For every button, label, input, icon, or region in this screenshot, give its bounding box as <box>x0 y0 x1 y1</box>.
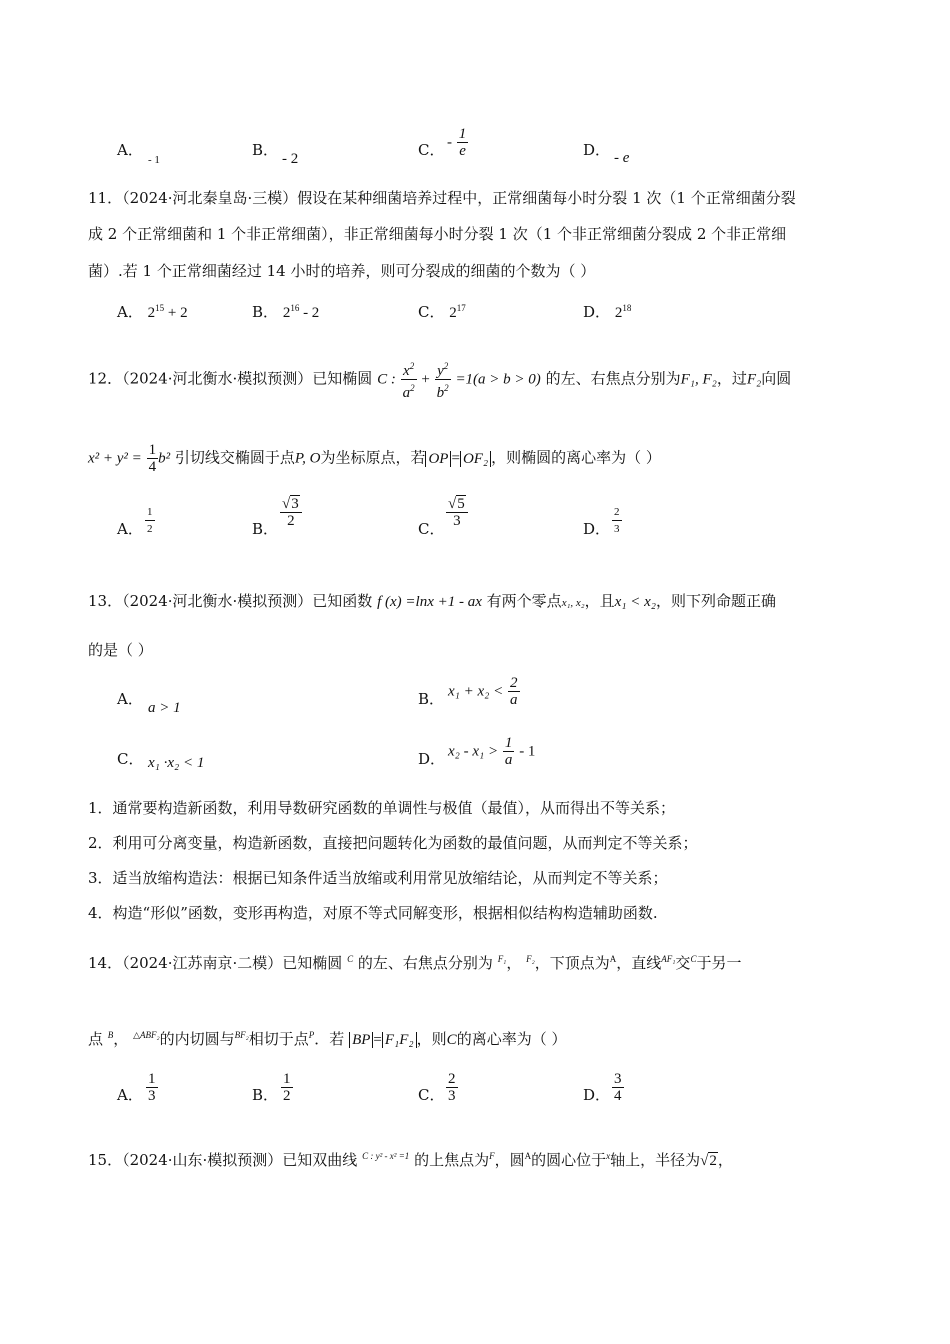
q10-option-c-value: - $\frac{1}{e}$ <box>447 126 467 159</box>
q12-option-d[interactable]: D． <box>583 520 611 538</box>
q10-option-a[interactable]: A． <box>117 141 143 159</box>
q14-option-b-value: $\frac{1}{2}$ <box>283 1071 291 1104</box>
q10-option-d[interactable]: D． <box>583 141 611 159</box>
q12-line-2: x² + y² = $\frac{1}{4}$ b² 引切线交椭圆于点P, O为坐标原点，若 OP = OF₂ ，则椭圆的离心率为（ ） <box>88 442 661 475</box>
q12-option-b-value: $\frac{√3}{2}$ <box>280 496 302 529</box>
q12-option-d-value: $\frac{2}{3}$ <box>614 506 620 535</box>
q14-option-c[interactable]: C． <box>418 1086 445 1104</box>
q14-option-a-value: $\frac{1}{3}$ <box>148 1071 156 1104</box>
q13-option-d[interactable]: D． <box>418 750 446 768</box>
q13-option-a-value: a > 1 <box>148 700 181 716</box>
q13-option-a[interactable]: A． <box>117 690 143 708</box>
q12-option-c[interactable]: C． <box>418 520 445 538</box>
q14-option-a[interactable]: A． <box>117 1086 143 1104</box>
note-3: 3．适当放缩构造法：根据已知条件适当放缩或利用常见放缩结论，从而判定不等关系； <box>88 869 668 887</box>
q10-option-d-value: - e <box>614 150 630 166</box>
q11-line-1: 11．（2024·河北秦皇岛·三模）假设在某种细菌培养过程中，正常细菌每小时分裂 1 次（1 个正常细菌分裂 <box>88 189 796 207</box>
note-2: 2．利用可分离变量，构造新函数，直接把问题转化为函数的最值问题，从而判定不等关系； <box>88 834 698 852</box>
q14-option-b[interactable]: B． <box>252 1086 279 1104</box>
q11-option-d[interactable]: D． $2^{18}$ <box>583 303 632 321</box>
q12-line-1: 12．（2024·河北衡水·模拟预测）已知椭圆 C : $\frac{x^2}{a^2}$ + $\frac{y^2}{b^2}$ =1(a > b > 0) 的左、右焦点分别为F₁, F₂，过F₂向圆 <box>88 358 791 401</box>
q12-option-a[interactable]: A． <box>117 520 143 538</box>
q12-option-b[interactable]: B． <box>252 520 279 538</box>
note-4: 4．构造“形似”函数，变形再构造，对原不等式同解变形，根据相似结构构造辅助函数. <box>88 904 658 922</box>
q14-option-d-value: $\frac{3}{4}$ <box>614 1071 622 1104</box>
q13-option-c-value: x₁ ·x₂ < 1 <box>148 755 205 771</box>
q13-option-b-value: x₁ + x₂ < $\frac{2}{a}$ <box>448 675 518 708</box>
q12-option-a-value: $\frac{1}{2}$ <box>147 506 153 535</box>
q11-option-b[interactable]: B． $2^{16} - 2$ <box>252 303 320 321</box>
q12-option-c-value: $\frac{√5}{3}$ <box>446 496 468 529</box>
q15-line-1: 15．（2024·山东·模拟预测）已知双曲线 $^{C : y^2 - x^2 =1}$ 的上焦点为$^F$，圆$^A$的圆心位于$^x$轴上，半径为√2， <box>88 1151 733 1169</box>
q14-line-2: 点 $^B$， $^{\triangle ABF_2}$的内切圆与$^{BF_2}$相切于点$^P$．若 BP = F₁F₂ ，则C的离心率为（ ） <box>88 1030 567 1048</box>
q13-option-d-value: x₂ - x₁ > $\frac{1}{a}$ - 1 <box>448 735 536 768</box>
q11-line-2: 成 2 个正常细菌和 1 个非正常细菌），非正常细菌每小时分裂 1 次（1 个非正常细菌分裂成 2 个非正常细 <box>88 225 787 243</box>
q10-option-a-value: - 1 <box>148 154 160 166</box>
q14-option-d[interactable]: D． <box>583 1086 611 1104</box>
q10-option-b-value: - 2 <box>282 151 299 167</box>
q11-option-c[interactable]: C． $2^{17}$ <box>418 303 466 321</box>
note-1: 1．通常要构造新函数，利用导数研究函数的单调性与极值（最值），从而得出不等关系； <box>88 799 676 817</box>
q10-option-c[interactable]: C． <box>418 141 445 159</box>
q13-option-c[interactable]: C． <box>117 750 144 768</box>
q13-line-2: 的是（ ） <box>88 641 153 659</box>
q14-option-c-value: $\frac{2}{3}$ <box>448 1071 456 1104</box>
q11-line-3: 菌）.若 1 个正常细菌经过 14 小时的培养，则可分裂成的细菌的个数为（ ） <box>88 262 596 280</box>
q11-option-a[interactable]: A． $2^{15} + 2$ <box>117 303 188 321</box>
q13-line-1: 13．（2024·河北衡水·模拟预测）已知函数 f (x) =lnx +1 - ax 有两个零点x₁, x₂，且x₁ < x₂，则下列命题正确 <box>88 592 777 610</box>
q10-option-b[interactable]: B． <box>252 141 279 159</box>
q14-line-1: 14．（2024·江苏南京·二模）已知椭圆 $^C$ 的左、右焦点分别为 $^{F_1}$， $^{F_2}$，下顶点为$^A$，直线$^{AF_1}$交$^C$于另一 <box>88 954 742 972</box>
q13-option-b[interactable]: B． <box>418 690 445 708</box>
